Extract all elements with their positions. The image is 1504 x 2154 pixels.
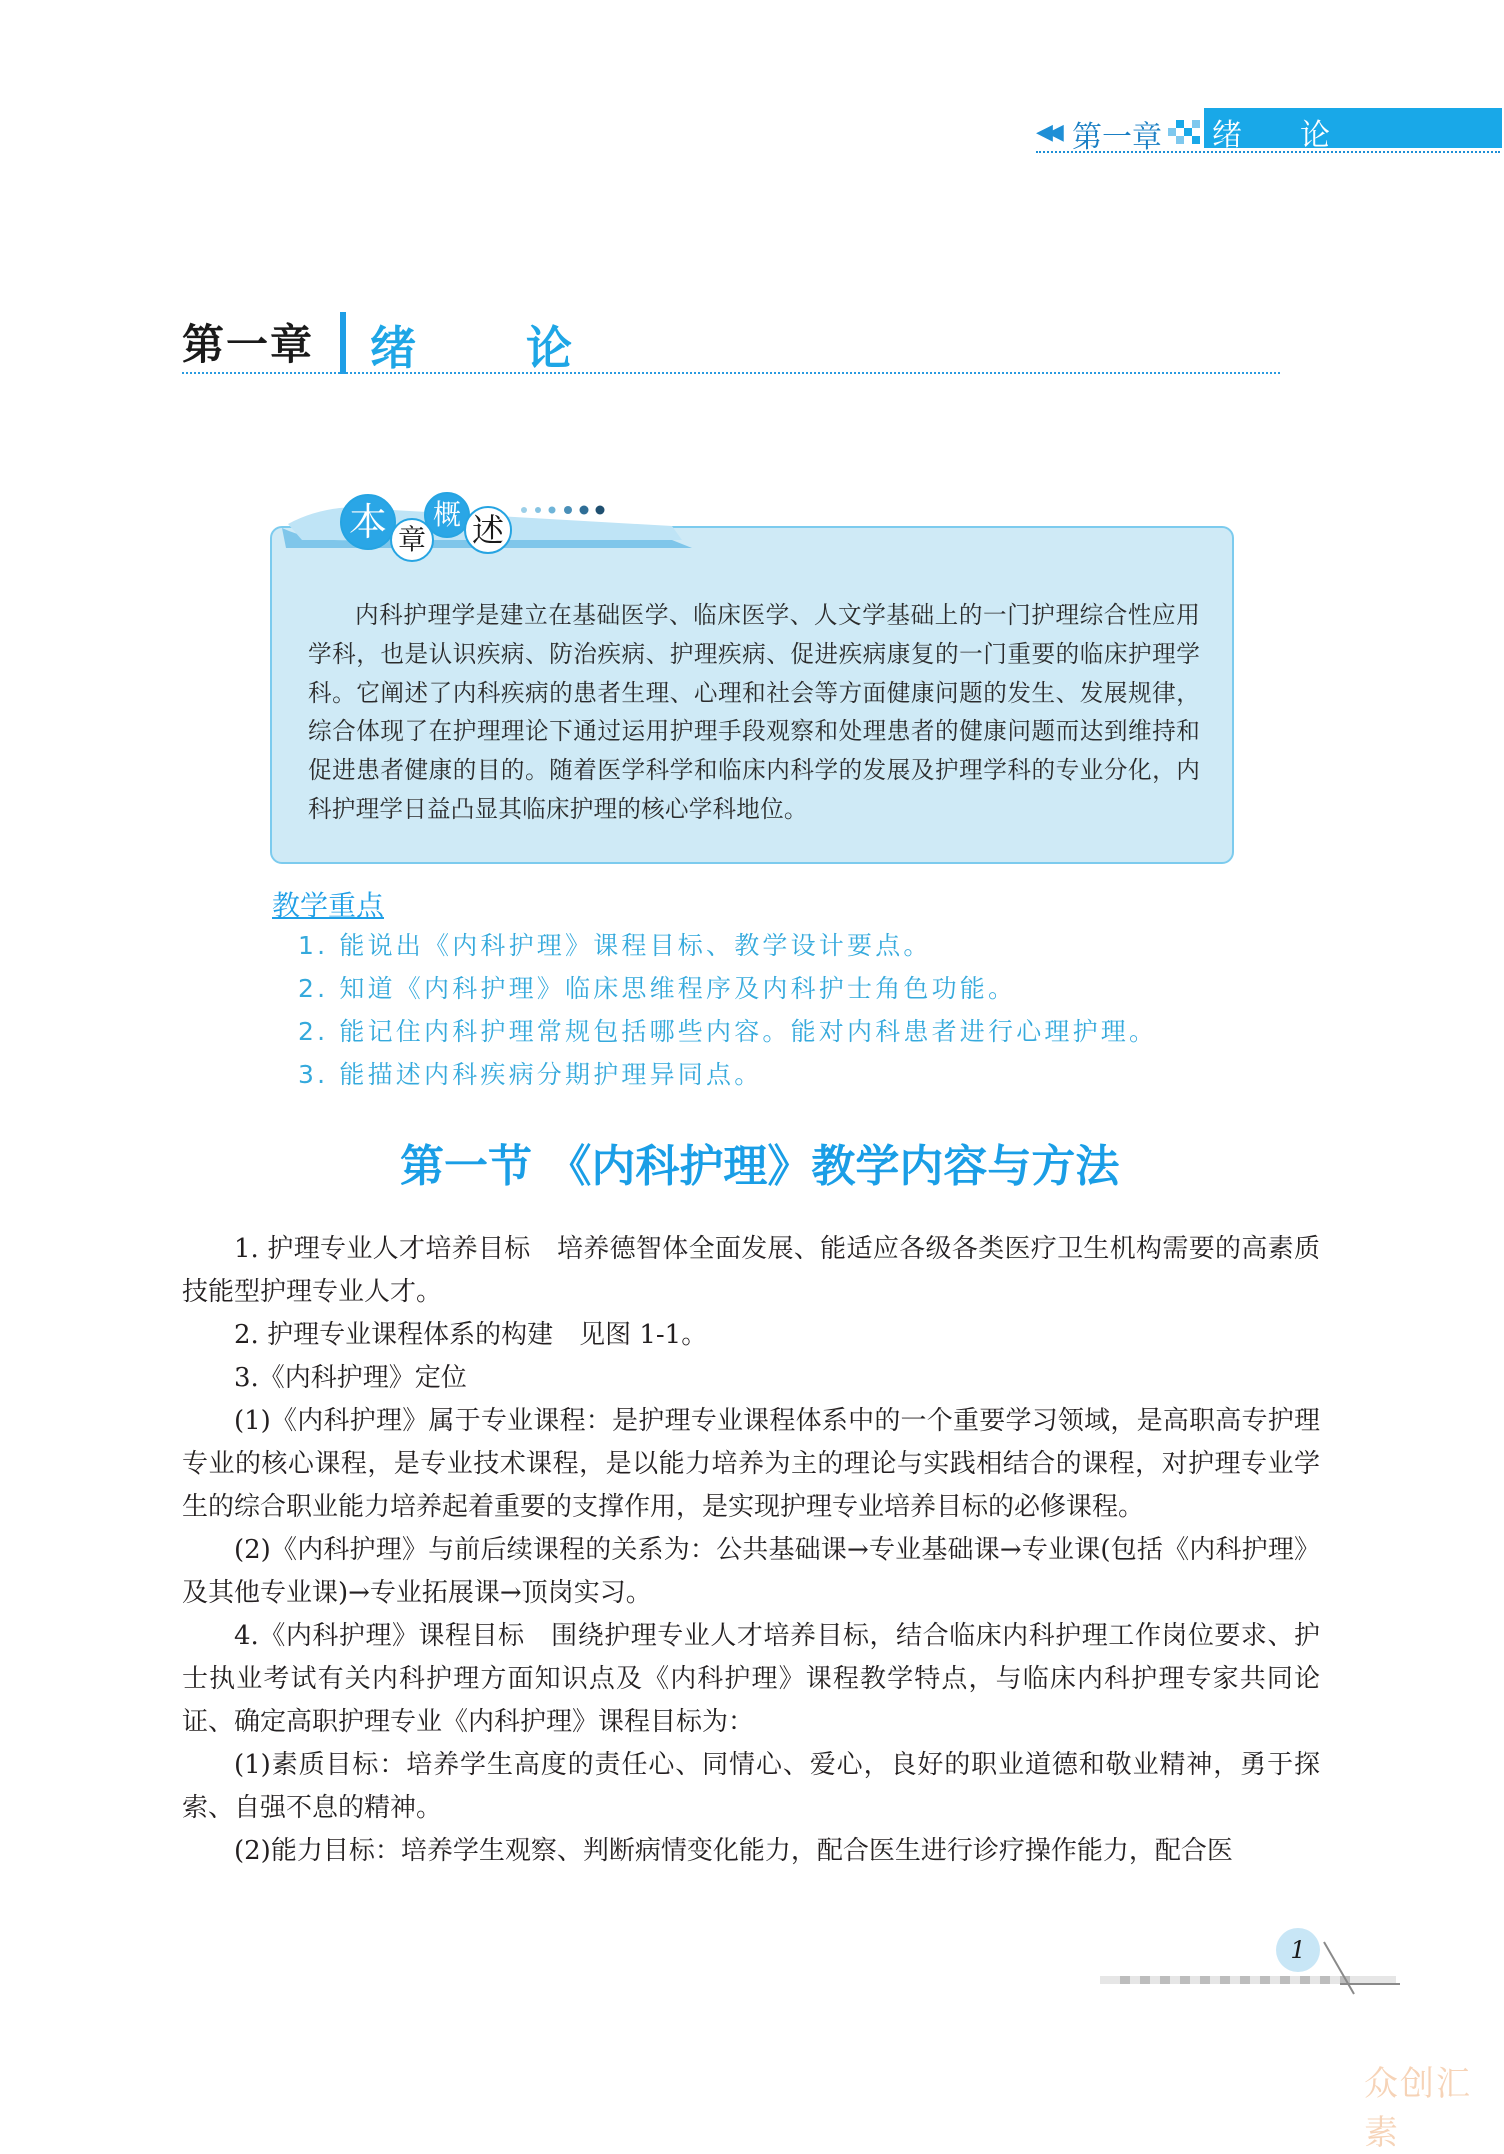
- body-paragraph: 2. 护理专业课程体系的构建 见图 1-1。: [234, 1320, 708, 1350]
- overview-tab-char: 概: [424, 492, 470, 538]
- teaching-focus-item: 1. 能说出《内科护理》课程目标、教学设计要点。: [298, 931, 932, 960]
- overview-tab-char: 本: [340, 494, 396, 550]
- overview-paragraph: 内科护理学是建立在基础医学、临床医学、人文学基础上的一门护理综合性应用学科，也是认识疾病、防治疾病、护理疾病、促进疾病康复的一门重要的临床护理学科。它阐述了内科疾病的患者生理、心理和社会等方面健康问题的发生、发展规律，综合体现了在护理理论下通过运用护理手段观察和处理患者的健康问题而达到维持和促进患者健康的目的。随着医学科学和临床内科学的发展及护理学科的专业分化，内科护理学日益凸显其临床护理的核心学科地位。: [308, 601, 1200, 823]
- overview-tab-char: 章: [390, 518, 434, 562]
- body-paragraph: 3.《内科护理》定位: [234, 1363, 467, 1393]
- watermark: 众创汇素: [1364, 2064, 1472, 2153]
- teaching-focus-item: 3. 能描述内科疾病分期护理异同点。: [298, 1060, 763, 1089]
- body-paragraph: (2)《内科护理》与前后续课程的关系为：公共基础课→专业基础课→专业课(包括《内科护理》及其他专业课)→专业拓展课→顶岗实习。: [182, 1535, 1320, 1608]
- body-paragraph: 1. 护理专业人才培养目标 培养德智体全面发展、能适应各级各类医疗卫生机构需要的高素质技能型护理专业人才。: [182, 1234, 1320, 1307]
- body-paragraph: (2)能力目标：培养学生观察、判断病情变化能力，配合医生进行诊疗操作能力，配合医: [234, 1836, 1233, 1866]
- teaching-focus-item: 2. 知道《内科护理》临床思维程序及内科护士角色功能。: [298, 974, 1017, 1003]
- chapter-heading-underline: [182, 372, 1280, 374]
- double-left-arrow-icon: ◀◀: [1036, 120, 1058, 145]
- footer-slash-decoration: [1310, 1940, 1400, 1996]
- running-header-title: [1212, 110, 1330, 154]
- chapter-title-char: 绪: [370, 321, 416, 375]
- running-header-title-char: 绪: [1212, 118, 1242, 153]
- overview-tab-char: 述: [464, 506, 512, 554]
- running-header-chapter: 第一章: [1072, 120, 1162, 155]
- body-paragraph: 4.《内科护理》课程目标 围绕护理专业人才培养目标，结合临床内科护理工作岗位要求、护士执业考试有关内科护理方面知识点及《内科护理》课程教学特点，与临床内科护理专家共同论证、确定高职护理专业《内科护理》课程目标为：: [182, 1621, 1320, 1737]
- chapter-label: 第一章: [182, 320, 315, 369]
- body-paragraph: (1)《内科护理》属于专业课程：是护理专业课程体系中的一个重要学习领域，是高职高专护理专业的核心课程，是专业技术课程，是以能力培养为主的理论与实践相结合的课程，对护理专业学生的综合职业能力培养起着重要的支撑作用，是实现护理专业培养目标的必修课程。: [182, 1406, 1320, 1522]
- section-title: 第一节 《内科护理》教学内容与方法: [400, 1141, 1120, 1192]
- chapter-divider-bar: [340, 312, 346, 374]
- teaching-focus-item: 2. 能记住内科护理常规包括哪些内容。能对内科患者进行心理护理。: [298, 1017, 1158, 1046]
- teaching-focus-title: 教学重点: [272, 889, 385, 922]
- page-number: 1: [1276, 1928, 1320, 1972]
- chapter-title: [370, 312, 572, 378]
- running-header-title-char: 论: [1300, 118, 1330, 153]
- chapter-title-char: 论: [526, 321, 572, 375]
- body-paragraph: (1)素质目标：培养学生高度的责任心、同情心、爱心，良好的职业道德和敬业精神，勇于探索、自强不息的精神。: [182, 1750, 1320, 1823]
- running-header-divider: [1036, 151, 1500, 153]
- teaching-focus-list: [298, 924, 1157, 1096]
- body-text: [182, 1228, 1320, 1873]
- checker-decoration-icon: [1168, 118, 1204, 146]
